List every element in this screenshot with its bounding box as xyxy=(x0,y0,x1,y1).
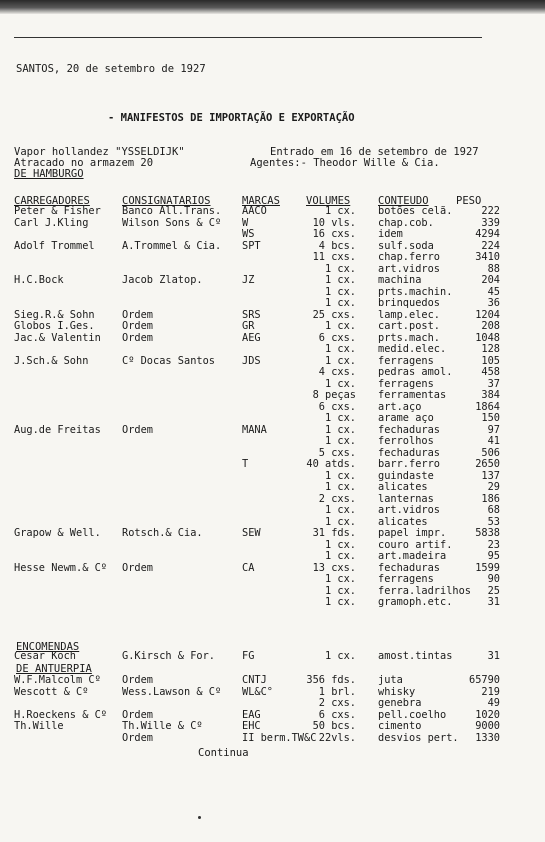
cell-vol: 40 atds. xyxy=(306,458,356,470)
cell-vol: 1 cx. xyxy=(325,285,356,298)
cell-vol: 1 cx. xyxy=(325,435,356,447)
manifest-row xyxy=(0,721,545,732)
cell-content: cart.post. xyxy=(378,320,440,332)
cell-vol: 1 cx. xyxy=(325,573,356,585)
cell-weight: 23 xyxy=(487,538,500,551)
cell-content: botões celã. xyxy=(378,205,453,217)
cell-consignee: A.Trommel & Cia. xyxy=(122,239,222,252)
cell-content: ferragens xyxy=(378,354,434,367)
cell-vol: 11 cxs. xyxy=(312,251,356,263)
cell-content: chap.ferro xyxy=(378,251,440,263)
manifest-row xyxy=(0,698,545,709)
manifest-row xyxy=(0,551,545,562)
cell-weight: 68 xyxy=(487,504,500,516)
cell-content: arame aço xyxy=(378,412,434,424)
cell-shipper: Peter & Fisher xyxy=(14,205,101,217)
cell-weight: 186 xyxy=(481,492,500,505)
manifest-row xyxy=(0,333,545,344)
cell-mark: FG xyxy=(242,650,255,662)
ink-dot xyxy=(198,816,201,819)
cell-vol: 10 vls. xyxy=(312,216,356,229)
manifest-row xyxy=(0,517,545,528)
col-header-marks: MARCAS xyxy=(242,195,280,207)
cell-mark: II berm.TW&C xyxy=(242,731,317,744)
ship-line: Vapor hollandez "YSSELDIJK" xyxy=(14,146,185,158)
cell-content: ferragens xyxy=(378,377,434,390)
cell-weight: 458 xyxy=(481,366,500,378)
cell-content: whisky xyxy=(378,685,416,698)
cell-shipper: J.Sch.& Sohn xyxy=(14,354,89,367)
cell-content: genebra xyxy=(378,697,422,709)
cell-shipper: Th.Wille xyxy=(14,720,64,732)
cell-content: couro artif. xyxy=(378,538,453,551)
cell-vol: 1 cx. xyxy=(325,550,356,562)
cell-content: alicates xyxy=(378,515,428,528)
manifest-row xyxy=(0,206,545,217)
cell-mark: JDS xyxy=(242,354,261,367)
cell-weight: 219 xyxy=(481,685,500,698)
entry-line: Entrado em 16 de setembro de 1927 xyxy=(270,146,479,158)
cell-vol: 1 cx. xyxy=(325,650,356,662)
cell-content: fechaduras xyxy=(378,423,440,436)
cell-weight: 1204 xyxy=(475,308,500,321)
cell-weight: 339 xyxy=(481,216,500,229)
cell-content: prts.machin. xyxy=(378,285,453,298)
manifest-row xyxy=(0,597,545,608)
cell-content: alicates xyxy=(378,481,428,493)
cell-consignee: Ordem xyxy=(122,561,153,574)
cell-mark: W xyxy=(242,216,249,229)
cell-weight: 1864 xyxy=(475,400,500,413)
cell-mark: MANA xyxy=(242,423,267,436)
cell-vol: 25 cxs. xyxy=(312,308,356,321)
cell-mark: EHC xyxy=(242,720,261,732)
cell-content: cimento xyxy=(378,720,422,732)
cell-content: ferramentas xyxy=(378,389,447,401)
cell-vol: 6 cxs. xyxy=(318,400,356,413)
cell-vol: 1 cx. xyxy=(325,412,356,424)
cell-vol: 6 cxs. xyxy=(318,708,356,721)
cell-consignee: Rotsch.& Cia. xyxy=(122,527,203,539)
cell-shipper: Grapow & Well. xyxy=(14,527,101,539)
manifest-row xyxy=(0,402,545,413)
cell-weight: 5838 xyxy=(475,527,500,539)
cell-shipper: Cesar Koch xyxy=(14,650,76,662)
cell-content: chap.cob. xyxy=(378,216,434,229)
agents-line: Agentes:- Theodor Wille & Cia. xyxy=(250,157,440,169)
cell-vol: 1 cx. xyxy=(325,377,356,390)
cell-mark: CNTJ xyxy=(242,674,267,686)
cell-content: art.aço xyxy=(378,400,422,413)
cell-shipper: W.F.Malcolm Cº xyxy=(14,674,101,686)
cell-shipper: Sieg.R.& Sohn xyxy=(14,308,95,321)
top-rule xyxy=(14,37,482,38)
manifest-row xyxy=(0,413,545,424)
manifest-row xyxy=(0,471,545,482)
cell-vol: 1 cx. xyxy=(325,262,356,275)
cell-content: prts.mach. xyxy=(378,331,440,344)
cell-consignee: Ordem xyxy=(122,731,153,744)
cell-content: art.vidros xyxy=(378,262,440,275)
cell-vol: 50 bcs. xyxy=(312,720,356,732)
place-date: SANTOS, 20 de setembro de 1927 xyxy=(16,63,206,75)
cell-vol: 1 brl. xyxy=(318,685,356,698)
col-header-weight: PESO xyxy=(456,195,482,207)
cell-weight: 88 xyxy=(487,262,500,275)
manifest-row xyxy=(0,574,545,585)
manifest-row xyxy=(0,651,545,662)
cell-consignee: Th.Wille & Cº xyxy=(122,720,203,732)
manifest-row xyxy=(0,287,545,298)
cell-weight: 1020 xyxy=(475,708,500,721)
cell-vol: 1 cx. xyxy=(325,354,356,367)
manifest-row xyxy=(0,494,545,505)
cell-consignee: Ordem xyxy=(122,308,153,321)
cell-content: ferrolhos xyxy=(378,435,434,447)
cell-weight: 37 xyxy=(487,377,500,390)
manifest-row xyxy=(0,528,545,539)
cell-mark: GR xyxy=(242,320,255,332)
cell-weight: 2650 xyxy=(475,458,500,470)
cell-vol: 1 cx. xyxy=(325,481,356,493)
cell-content: art.vidros xyxy=(378,504,440,516)
cell-vol: 356 fds. xyxy=(306,674,356,686)
manifest-row xyxy=(0,229,545,240)
manifest-row xyxy=(0,505,545,516)
cell-content: lamp.elec. xyxy=(378,308,440,321)
cell-content: fechaduras xyxy=(378,561,440,574)
cell-vol: 1 cx. xyxy=(325,205,356,217)
cell-vol: 1 cx. xyxy=(325,596,356,608)
cell-consignee: Wess.Lawson & Cº xyxy=(122,685,222,698)
manifest-row xyxy=(0,310,545,321)
manifest-row xyxy=(0,436,545,447)
continua-footer: Continua xyxy=(198,747,249,759)
cell-mark: T xyxy=(242,458,249,470)
cell-vol: 16 cxs. xyxy=(312,228,356,240)
manifest-row xyxy=(0,563,545,574)
cell-content: desvios pert. xyxy=(378,731,459,744)
cell-mark: EAG xyxy=(242,708,261,721)
cell-vol: 1 cx. xyxy=(325,297,356,309)
cell-mark: SEW xyxy=(242,527,261,539)
cell-content: idem xyxy=(378,228,403,240)
cell-weight: 1330 xyxy=(475,731,500,744)
manifest-row xyxy=(0,252,545,263)
cell-consignee: Cº Docas Santos xyxy=(122,354,215,367)
cell-shipper: Aug.de Freitas xyxy=(14,423,101,436)
cell-vol: 1 cx. xyxy=(325,343,356,355)
cell-weight: 4294 xyxy=(475,228,500,240)
cell-weight: 36 xyxy=(487,297,500,309)
cell-weight: 25 xyxy=(487,584,500,597)
manifest-row xyxy=(0,448,545,459)
cell-mark: SPT xyxy=(242,239,261,252)
manifest-row xyxy=(0,687,545,698)
cell-shipper: H.C.Bock xyxy=(14,274,64,286)
manifest-row xyxy=(0,275,545,286)
document-title: - MANIFESTOS DE IMPORTAÇÃO E EXPORTAÇÃO xyxy=(108,112,355,124)
cell-content: art.madeira xyxy=(378,550,447,562)
cell-vol: 2 cxs. xyxy=(318,697,356,709)
manifest-row xyxy=(0,390,545,401)
col-header-shippers: CARREGADORES xyxy=(14,195,90,207)
cell-shipper: Adolf Trommel xyxy=(14,239,95,252)
cell-weight: 208 xyxy=(481,320,500,332)
cell-shipper: Carl J.Kling xyxy=(14,216,89,229)
cell-weight: 9000 xyxy=(475,720,500,732)
cell-vol: 6 cxs. xyxy=(318,331,356,344)
manifest-row xyxy=(0,218,545,229)
cell-weight: 65790 xyxy=(469,674,500,686)
cell-vol: 1 cx. xyxy=(325,538,356,551)
cell-consignee: Ordem xyxy=(122,331,153,344)
cell-weight: 150 xyxy=(481,412,500,424)
cell-weight: 1599 xyxy=(475,561,500,574)
manifest-row xyxy=(0,710,545,721)
manifest-row xyxy=(0,459,545,470)
manifest-row xyxy=(0,379,545,390)
cell-weight: 506 xyxy=(481,446,500,459)
col-header-volumes: VOLUMES xyxy=(306,195,351,207)
cell-content: machina xyxy=(378,274,422,286)
cell-weight: 95 xyxy=(487,550,500,562)
manifest-row xyxy=(0,586,545,597)
cell-content: lanternas xyxy=(378,492,434,505)
cell-content: barr.ferro xyxy=(378,458,440,470)
cell-shipper: Wescott & Cº xyxy=(14,685,89,698)
cell-mark: AEG xyxy=(242,331,261,344)
cell-weight: 3410 xyxy=(475,251,500,263)
cell-weight: 204 xyxy=(481,274,500,286)
manifest-row xyxy=(0,733,545,744)
manifest-row xyxy=(0,482,545,493)
cell-shipper: H.Roeckens & Cº xyxy=(14,708,107,721)
cell-consignee: Ordem xyxy=(122,674,153,686)
cell-weight: 222 xyxy=(481,205,500,217)
manifest-row xyxy=(0,264,545,275)
cell-vol: 8 peças xyxy=(312,389,356,401)
scan-top-edge xyxy=(0,0,545,14)
cell-mark: CA xyxy=(242,561,255,574)
cell-weight: 45 xyxy=(487,285,500,298)
cell-weight: 97 xyxy=(487,423,500,436)
manifest-row xyxy=(0,344,545,355)
cell-content: fechaduras xyxy=(378,446,440,459)
dock-line: Atracado no armazem 20 xyxy=(14,157,154,169)
manifest-row xyxy=(0,356,545,367)
cell-weight: 41 xyxy=(487,435,500,447)
cell-consignee: G.Kirsch & For. xyxy=(122,650,215,662)
cell-content: gramoph.etc. xyxy=(378,596,453,608)
cell-consignee: Wilson Sons & Cº xyxy=(122,216,222,229)
cell-content: papel impr. xyxy=(378,527,447,539)
cell-consignee: Ordem xyxy=(122,423,153,436)
cell-mark: SRS xyxy=(242,308,261,321)
cell-shipper: Globos I.Ges. xyxy=(14,320,95,332)
cell-weight: 128 xyxy=(481,343,500,355)
cell-vol: 2 cxs. xyxy=(318,492,356,505)
cell-weight: 384 xyxy=(481,389,500,401)
cell-weight: 105 xyxy=(481,354,500,367)
manifest-row xyxy=(0,321,545,332)
cell-weight: 31 xyxy=(487,596,500,608)
cell-mark: JZ xyxy=(242,274,255,286)
cell-content: ferra.ladrilhos xyxy=(378,584,471,597)
cell-vol: 1 cx. xyxy=(325,584,356,597)
manifest-row xyxy=(0,540,545,551)
cell-content: amost.tintas xyxy=(378,650,453,662)
cell-vol: 31 fds. xyxy=(312,527,356,539)
cell-vol: 1 cx. xyxy=(325,320,356,332)
cell-vol: 4 bcs. xyxy=(318,239,356,252)
cell-vol: 4 cxs. xyxy=(318,366,356,378)
section-encomendas: ENCOMENDAS xyxy=(16,641,80,653)
cell-consignee: Banco All.Trans. xyxy=(122,205,222,217)
cell-vol: 22vls. xyxy=(318,731,356,744)
cell-weight: 31 xyxy=(487,650,500,662)
manifest-row xyxy=(0,675,545,686)
manifest-row xyxy=(0,367,545,378)
cell-shipper: Jac.& Valentin xyxy=(14,331,101,344)
manifest-row xyxy=(0,425,545,436)
cell-consignee: Jacob Zlatop. xyxy=(122,274,203,286)
cell-shipper: Hesse Newm.& Cº xyxy=(14,561,107,574)
cell-vol: 1 cx. xyxy=(325,504,356,516)
cell-mark: WL&C° xyxy=(242,685,273,698)
section-hamburgo: DE HAMBURGO xyxy=(14,168,84,180)
cell-weight: 53 xyxy=(487,515,500,528)
cell-weight: 1048 xyxy=(475,331,500,344)
cell-content: ferragens xyxy=(378,573,434,585)
cell-vol: 1 cx. xyxy=(325,274,356,286)
cell-content: medid.elec. xyxy=(378,343,447,355)
cell-mark: WS xyxy=(242,228,255,240)
cell-content: pell.coelho xyxy=(378,708,447,721)
cell-vol: 13 cxs. xyxy=(312,561,356,574)
manifest-row xyxy=(0,298,545,309)
cell-consignee: Ordem xyxy=(122,320,153,332)
cell-weight: 224 xyxy=(481,239,500,252)
section-antuerpia: DE ANTUERPIA xyxy=(16,663,92,675)
manifest-row xyxy=(0,241,545,252)
cell-mark: AACO xyxy=(242,205,267,217)
cell-content: brinquedos xyxy=(378,297,440,309)
cell-content: sulf.soda xyxy=(378,239,434,252)
cell-weight: 29 xyxy=(487,481,500,493)
cell-content: guindaste xyxy=(378,469,434,482)
cell-weight: 137 xyxy=(481,469,500,482)
col-header-consignees: CONSIGNATARIOS xyxy=(122,195,211,207)
cell-vol: 5 cxs. xyxy=(318,446,356,459)
col-header-contents: CONTEUDO xyxy=(378,195,429,207)
cell-consignee: Ordem xyxy=(122,708,153,721)
cell-vol: 1 cx. xyxy=(325,515,356,528)
cell-content: pedras amol. xyxy=(378,366,453,378)
cell-vol: 1 cx. xyxy=(325,423,356,436)
cell-content: juta xyxy=(378,674,403,686)
cell-vol: 1 cx. xyxy=(325,469,356,482)
cell-weight: 90 xyxy=(487,573,500,585)
cell-weight: 49 xyxy=(487,697,500,709)
